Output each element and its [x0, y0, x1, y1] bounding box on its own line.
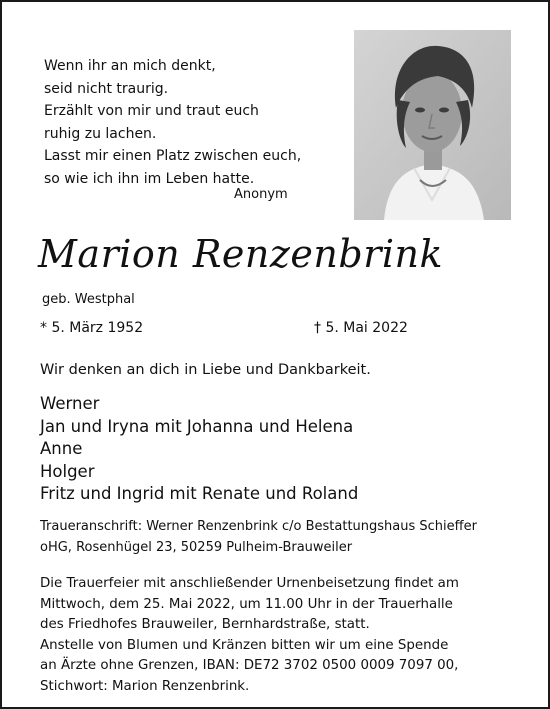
death-date: † 5. Mai 2022 [314, 320, 408, 336]
mourning-address [40, 516, 477, 558]
portrait-image [354, 30, 511, 220]
deceased-name: Marion Renzenbrink [38, 232, 444, 276]
mourner: Holger [40, 461, 95, 481]
address-line: oHG, Rosenhügel 23, 50259 Pulheim-Brauweiler [40, 540, 353, 555]
service-line: Anstelle von Blumen und Kränzen bitten wir um eine Spende [40, 637, 449, 653]
portrait-photo [354, 30, 511, 220]
address-line: Traueranschrift: Werner Renzenbrink c/o Bestattungshaus Schieffer [40, 519, 477, 534]
mourners-list [40, 393, 358, 506]
poem-line: seid nicht traurig. [44, 80, 169, 97]
poem-line: ruhig zu lachen. [44, 125, 157, 142]
poem-line: Erzählt von mir und traut euch [44, 103, 259, 120]
thanks-line: Wir denken an dich in Liebe und Dankbarkeit. [40, 362, 371, 378]
birth-date: * 5. März 1952 [40, 320, 144, 336]
mourner: Fritz und Ingrid mit Renate und Roland [40, 484, 359, 504]
mourner: Anne [40, 439, 83, 459]
service-line: Stichwort: Marion Renzenbrink. [40, 678, 250, 694]
service-info [40, 574, 459, 697]
service-line: Die Trauerfeier mit anschließender Urnenbeisetzung findet am [40, 576, 459, 591]
birth-name: geb. Westphal [42, 292, 135, 307]
poem-line: so wie ich ihn im Leben hatte. [44, 170, 255, 187]
mourner: Jan und Iryna mit Johanna und Helena [40, 416, 354, 436]
mourner: Werner [40, 394, 100, 413]
poem-author: Anonym [234, 187, 288, 202]
poem-line: Wenn ihr an mich denkt, [44, 58, 216, 74]
poem-line: Lasst mir einen Platz zwischen euch, [44, 148, 302, 165]
service-line: Mittwoch, dem 25. Mai 2022, um 11.00 Uhr in der Trauerhalle [40, 596, 453, 612]
service-line: an Ärzte ohne Grenzen, IBAN: DE72 3702 0500 0009 7097 00, [40, 658, 459, 673]
poem [44, 55, 344, 191]
service-line: des Friedhofes Brauweiler, Bernhardstraße, statt. [40, 617, 370, 632]
